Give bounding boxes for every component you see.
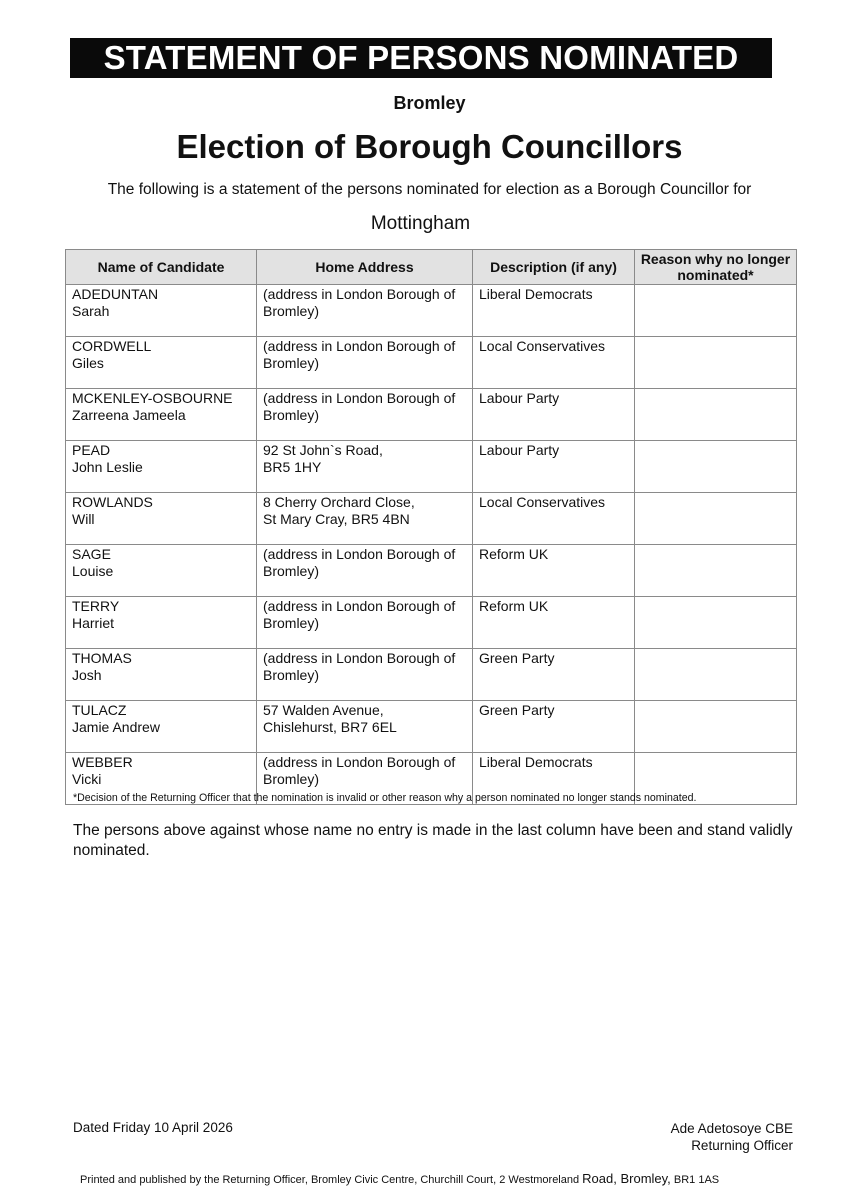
header-home-address: Home Address <box>257 250 473 285</box>
address-line-2: Bromley) <box>263 303 320 319</box>
header-reason: Reason why no longer nominated* <box>635 250 797 285</box>
candidate-forenames: Sarah <box>72 303 110 319</box>
cell-reason <box>635 649 797 701</box>
candidate-description: Local Conservatives <box>479 494 606 510</box>
cell-description <box>473 337 635 389</box>
candidate-surname: PEAD <box>72 442 111 458</box>
header-name-of-candidate: Name of Candidate <box>66 250 257 285</box>
cell-reason <box>635 597 797 649</box>
cell-reason <box>635 337 797 389</box>
address-line-1: 8 Cherry Orchard Close, <box>263 494 415 510</box>
candidate-surname: WEBBER <box>72 754 133 770</box>
cell-candidate-name <box>66 285 257 337</box>
candidate-forenames: Josh <box>72 667 102 683</box>
table-row <box>66 545 797 597</box>
cell-home-address <box>257 649 473 701</box>
address-line-2: Bromley) <box>263 563 320 579</box>
candidate-description: Liberal Democrats <box>479 286 593 302</box>
address-line-1: (address in London Borough of <box>263 650 456 666</box>
cell-candidate-name <box>66 545 257 597</box>
candidate-description: Green Party <box>479 650 555 666</box>
address-line-2: St Mary Cray, BR5 4BN <box>263 511 410 527</box>
address-line-1: (address in London Borough of <box>263 546 456 562</box>
nominations-table <box>65 249 797 805</box>
address-line-2: Bromley) <box>263 667 320 683</box>
table-row <box>66 701 797 753</box>
address-line-1: (address in London Borough of <box>263 286 456 302</box>
address-line-2: Bromley) <box>263 771 320 787</box>
address-line-2: BR5 1HY <box>263 459 322 475</box>
cell-candidate-name <box>66 649 257 701</box>
candidate-description: Liberal Democrats <box>479 754 593 770</box>
table-row <box>66 389 797 441</box>
table-row <box>66 597 797 649</box>
cell-candidate-name <box>66 597 257 649</box>
cell-description <box>473 389 635 441</box>
statement-text: The following is a statement of the persons nominated for election as a Borough Councillor for <box>107 181 752 198</box>
signatory-title: Returning Officer <box>691 1138 793 1153</box>
candidate-forenames: John Leslie <box>72 459 143 475</box>
imprint-part3: BR1 1AS <box>673 1174 720 1186</box>
candidate-forenames: Zarreena Jameela <box>72 407 186 423</box>
address-line-2: Bromley) <box>263 615 320 631</box>
imprint-part2: Road, Bromley, <box>582 1171 671 1186</box>
cell-home-address <box>257 285 473 337</box>
cell-description <box>473 545 635 597</box>
cell-description <box>473 701 635 753</box>
candidate-surname: TERRY <box>72 598 120 614</box>
candidate-surname: ADEDUNTAN <box>72 286 159 302</box>
cell-description <box>473 441 635 493</box>
cell-home-address <box>257 493 473 545</box>
cell-home-address <box>257 337 473 389</box>
cell-candidate-name <box>66 493 257 545</box>
cell-candidate-name <box>66 441 257 493</box>
address-line-1: (address in London Borough of <box>263 598 456 614</box>
cell-home-address <box>257 597 473 649</box>
cell-reason <box>635 285 797 337</box>
cell-description <box>473 493 635 545</box>
candidate-forenames: Louise <box>72 563 114 579</box>
candidate-forenames: Vicki <box>72 771 102 787</box>
candidate-description: Green Party <box>479 702 555 718</box>
header-description: Description (if any) <box>473 250 635 285</box>
candidate-forenames: Jamie Andrew <box>72 719 160 735</box>
candidate-description: Labour Party <box>479 442 560 458</box>
cell-candidate-name <box>66 337 257 389</box>
cell-home-address <box>257 441 473 493</box>
cell-home-address <box>257 389 473 441</box>
candidate-description: Local Conservatives <box>479 338 606 354</box>
address-line-1: 57 Walden Avenue, <box>263 702 384 718</box>
dated-line: Dated Friday 10 April 2026 <box>73 1120 233 1135</box>
address-line-2: Chislehurst, BR7 6EL <box>263 719 397 735</box>
cell-reason <box>635 545 797 597</box>
cell-reason <box>635 701 797 753</box>
ward-name: Mottingham <box>370 213 471 234</box>
table-row <box>66 337 797 389</box>
candidate-description: Labour Party <box>479 390 560 406</box>
cell-reason <box>635 389 797 441</box>
document-banner: STATEMENT OF PERSONS NOMINATED <box>70 38 772 78</box>
candidate-surname: CORDWELL <box>72 338 152 354</box>
address-line-2: Bromley) <box>263 407 320 423</box>
cell-reason <box>635 441 797 493</box>
cell-reason <box>635 493 797 545</box>
address-line-1: 92 St John`s Road, <box>263 442 383 458</box>
candidate-surname: TULACZ <box>72 702 127 718</box>
table-row <box>66 441 797 493</box>
address-line-1: (address in London Borough of <box>263 754 456 770</box>
cell-description <box>473 597 635 649</box>
candidate-description: Reform UK <box>479 598 549 614</box>
imprint-line <box>80 1171 719 1186</box>
cell-candidate-name <box>66 701 257 753</box>
candidate-surname: ROWLANDS <box>72 494 153 510</box>
candidate-forenames: Harriet <box>72 615 115 631</box>
candidate-forenames: Giles <box>72 355 104 371</box>
election-title: Election of Borough Councillors <box>176 128 683 165</box>
candidate-surname: MCKENLEY-OSBOURNE <box>72 390 233 406</box>
signatory-block <box>671 1120 793 1154</box>
address-line-1: (address in London Borough of <box>263 338 456 354</box>
address-line-2: Bromley) <box>263 355 320 371</box>
candidate-description: Reform UK <box>479 546 549 562</box>
authority-name: Bromley <box>393 93 466 113</box>
imprint-part1: Printed and published by the Returning Officer, Bromley Civic Centre, Churchill Court, 2 Westmoreland <box>80 1174 580 1186</box>
table-header-row <box>66 250 797 285</box>
cell-description <box>473 285 635 337</box>
candidate-surname: THOMAS <box>72 650 132 666</box>
cell-candidate-name <box>66 389 257 441</box>
validity-note: The persons above against whose name no entry is made in the last column have been and stand validly nominated. <box>73 822 793 859</box>
address-line-1: (address in London Borough of <box>263 390 456 406</box>
cell-home-address <box>257 701 473 753</box>
candidate-forenames: Will <box>72 511 95 527</box>
table-row <box>66 285 797 337</box>
cell-home-address <box>257 545 473 597</box>
signatory-name: Ade Adetosoye CBE <box>670 1121 793 1136</box>
table-row <box>66 493 797 545</box>
candidate-surname: SAGE <box>72 546 111 562</box>
footnote: *Decision of the Returning Officer that the nomination is invalid or other reason why a person nominated no longer stands nominated. <box>73 792 697 804</box>
table-row <box>66 649 797 701</box>
cell-description <box>473 649 635 701</box>
